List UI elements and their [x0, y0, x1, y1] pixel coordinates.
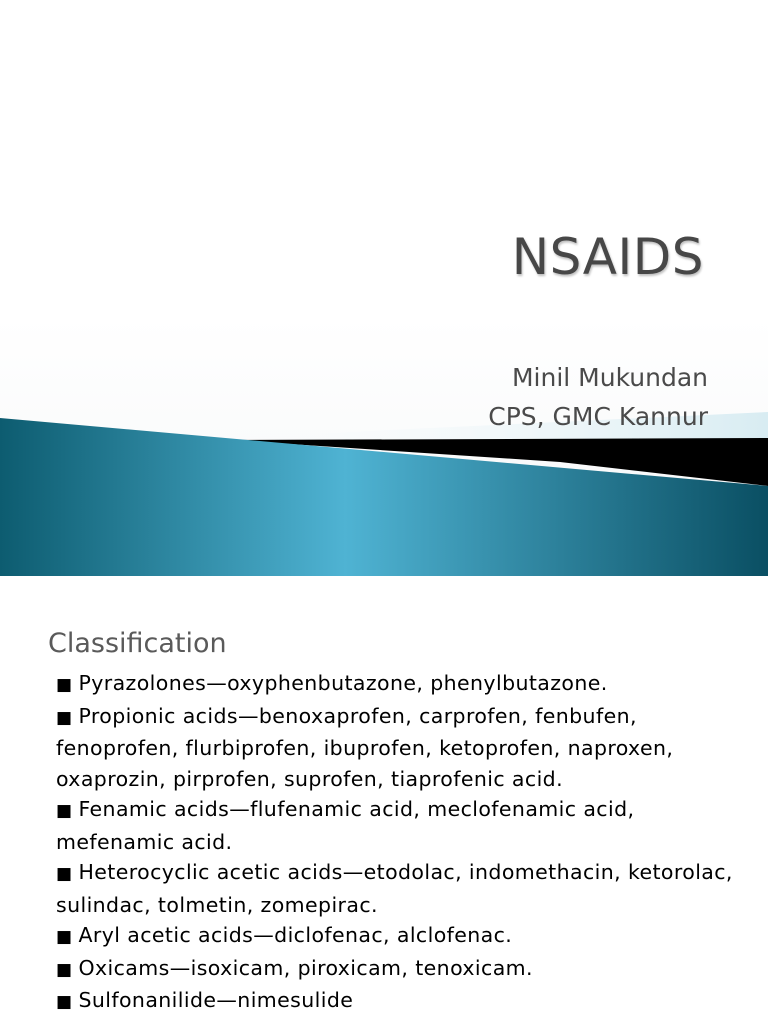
list-item — [56, 794, 736, 857]
class-examples: oxyphenbutazone, phenylbutazone. — [227, 671, 608, 695]
em-dash: — — [342, 860, 364, 884]
author-name: Minil Mukundan — [511, 363, 708, 392]
class-term: Oxicams — [78, 955, 170, 980]
em-dash: — — [206, 671, 228, 695]
list-item — [56, 920, 736, 953]
em-dash: — — [169, 955, 191, 980]
classification-slide — [0, 576, 768, 1024]
square-bullet-icon: ■ — [56, 927, 73, 947]
em-dash: — — [237, 703, 259, 728]
class-examples: benoxaprofen, carprofen, fenbufen, fenoprofen, flurbiprofen, ibuprofen, ketoprofen, naproxen, oxaprozin, pirprofen, suprofen, tiaprofenic acid. — [56, 703, 674, 791]
classification-list — [56, 668, 736, 1018]
square-bullet-icon: ■ — [56, 801, 73, 821]
square-bullet-icon: ■ — [56, 707, 73, 728]
class-term: Propionic acids — [78, 703, 238, 728]
list-item — [56, 701, 736, 795]
slide-subtitle — [488, 358, 708, 436]
class-examples: isoxicam, piroxicam, tenoxicam. — [190, 955, 533, 980]
slide-title: NSAIDS — [511, 228, 704, 286]
slide-heading: Classification — [48, 628, 227, 659]
square-bullet-icon: ■ — [56, 992, 73, 1012]
class-term: Heterocyclic acetic acids — [78, 860, 343, 884]
list-item — [56, 953, 736, 986]
list-item — [56, 668, 736, 701]
class-examples: diclofenac, alclofenac. — [274, 923, 513, 947]
square-bullet-icon: ■ — [56, 959, 73, 980]
em-dash: — — [253, 923, 275, 947]
list-item — [56, 857, 736, 920]
class-term: Fenamic acids — [78, 797, 230, 821]
class-examples: flufenamic acid, meclofenamic acid, mefenamic acid. — [56, 797, 635, 854]
class-examples: nimesulide — [237, 988, 354, 1012]
class-term: Sulfonanilide — [78, 988, 217, 1012]
class-examples: etodolac, indomethacin, ketorolac, sulindac, tolmetin, zomepirac. — [56, 860, 733, 917]
class-term: Aryl acetic acids — [78, 923, 254, 947]
author-affiliation: CPS, GMC Kannur — [488, 402, 708, 431]
list-item — [56, 985, 736, 1018]
class-term: Pyrazolones — [78, 671, 207, 695]
square-bullet-icon: ■ — [56, 864, 73, 884]
em-dash: — — [229, 797, 251, 821]
square-bullet-icon: ■ — [56, 675, 73, 695]
em-dash: — — [216, 988, 238, 1012]
